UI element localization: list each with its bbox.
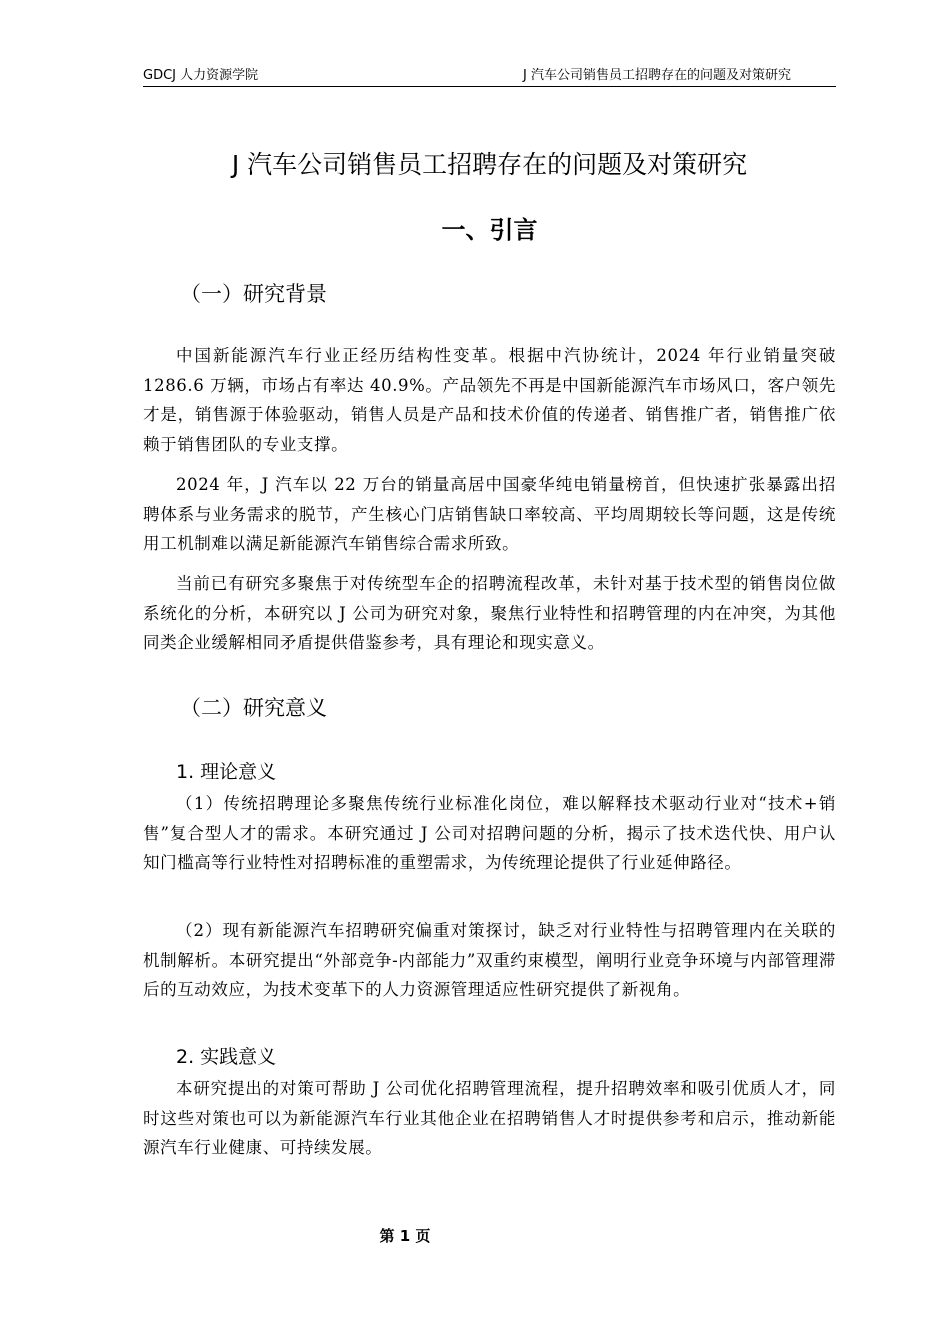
- paragraph-background-1: 中国新能源汽车行业正经历结构性变革。根据中汽协统计，2024 年行业销量突破 1286.6 万辆，市场占有率达 40.9%。产品领先不再是中国新能源汽车市场风口，客户领先才是，销售源于体验驱动，销售人员是产品和技术价值的传递者、销售推广者，销售推广依赖于销售团队的专业支撑。: [143, 346, 836, 454]
- heading-theoretical-significance: 1. 理论意义: [176, 761, 277, 783]
- paragraph-background-2: 2024 年，J 汽车以 22 万台的销量高居中国豪华纯电销量榜首，但快速扩张暴露出招聘体系与业务需求的脱节，产生核心门店销售缺口率较高、平均周期较长等问题，这是传统用工机制难以满足新能源汽车销售综合需求所致。: [143, 475, 836, 553]
- running-header: [143, 67, 836, 85]
- section-heading-introduction: 一、引言: [441, 216, 538, 244]
- header-doc-title: J 汽车公司销售员工招聘存在的问题及对策研究: [523, 68, 791, 83]
- paragraph-background-3: 当前已有研究多聚焦于对传统型车企的招聘流程改革，未针对基于技术型的销售岗位做系统化的分析，本研究以 J 公司为研究对象，聚焦行业特性和招聘管理的内在冲突，为其他同类企业缓解相同矛盾提供借鉴参考，具有理论和现实意义。: [143, 574, 836, 652]
- header-rule: [143, 86, 836, 87]
- paragraph-theory-2: （2）现有新能源汽车招聘研究偏重对策探讨，缺乏对行业特性与招聘管理内在关联的机制解析。本研究提出“外部竞争-内部能力”双重约束模型，阐明行业竞争环境与内部管理滞后的互动效应，为技术变革下的人力资源管理适应性研究提供了新视角。: [143, 921, 836, 999]
- heading-practical-significance: 2. 实践意义: [176, 1046, 277, 1068]
- subsection-heading-background: （一）研究背景: [180, 282, 327, 306]
- paragraph-theory-1: （1）传统招聘理论多聚焦传统行业标准化岗位，难以解释技术驱动行业对“技术+销售”复合型人才的需求。本研究通过 J 公司对招聘问题的分析，揭示了技术迭代快、用户认知门槛高等行业特性对招聘标准的重塑需求，为传统理论提供了行业延伸路径。: [143, 794, 836, 872]
- header-institution: GDCJ 人力资源学院: [143, 68, 259, 83]
- paragraph-practice-1: 本研究提出的对策可帮助 J 公司优化招聘管理流程，提升招聘效率和吸引优质人才，同时这些对策也可以为新能源汽车行业其他企业在招聘销售人才时提供参考和启示，推动新能源汽车行业健康、可持续发展。: [143, 1079, 836, 1157]
- subsection-heading-significance: （二）研究意义: [180, 696, 327, 720]
- document-title: J 汽车公司销售员工招聘存在的问题及对策研究: [231, 150, 748, 179]
- page-number: 第 1 页: [379, 1227, 431, 1245]
